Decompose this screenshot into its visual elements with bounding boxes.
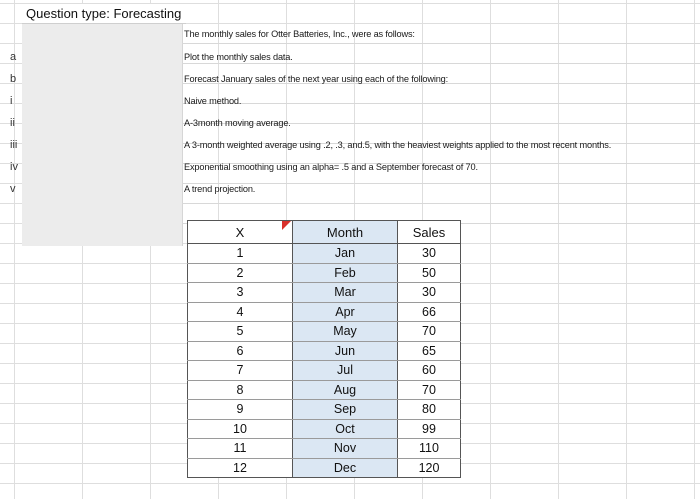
table-row [188,244,461,264]
part-i-text: Naive method. [184,96,242,106]
label-v: v [10,183,16,195]
table-row [188,458,461,478]
cell-sales[interactable]: 120 [398,458,461,478]
table-row [188,361,461,381]
intro-text: The monthly sales for Otter Batteries, Inc., were as follows: [184,29,415,39]
cell-month[interactable]: Jul [293,361,398,381]
cell-x[interactable]: 3 [188,283,293,303]
label-a: a [10,51,17,63]
cell-sales[interactable]: 60 [398,361,461,381]
cell-sales[interactable]: 70 [398,380,461,400]
part-b-text: Forecast January sales of the next year using each of the following: [184,74,449,84]
cell-sales[interactable]: 65 [398,341,461,361]
table-row [188,400,461,420]
cell-x[interactable]: 7 [188,361,293,381]
part-v-text: A trend projection. [184,184,256,194]
cell-x[interactable]: 10 [188,419,293,439]
cell-x[interactable]: 5 [188,322,293,342]
table-row [188,263,461,283]
table-row [188,341,461,361]
table-header-row [188,221,461,244]
sales-table [187,220,461,478]
row-band [182,184,700,204]
cell-sales[interactable]: 30 [398,283,461,303]
row-band [182,84,700,104]
comment-indicator-icon[interactable] [282,221,291,230]
label-ii: ii [10,117,15,129]
cell-month[interactable]: Apr [293,302,398,322]
label-i: i [10,95,13,107]
cell-month[interactable]: May [293,322,398,342]
question-title: Question type: Forecasting [22,4,186,24]
table-row [188,439,461,459]
cell-month[interactable]: Oct [293,419,398,439]
cell-month[interactable]: Mar [293,283,398,303]
cell-sales[interactable]: 70 [398,322,461,342]
cell-month[interactable]: Dec [293,458,398,478]
cell-x[interactable]: 12 [188,458,293,478]
part-iv-text: Exponential smoothing using an alpha= .5 and a September forecast of 70. [184,162,478,172]
part-ii-text: A-3month moving average. [184,118,291,128]
header-x[interactable]: X [188,221,293,244]
cell-x[interactable]: 1 [188,244,293,264]
cell-month[interactable]: Aug [293,380,398,400]
table-row [188,302,461,322]
table-row [188,283,461,303]
label-iii: iii [10,139,18,151]
cell-sales[interactable]: 30 [398,244,461,264]
cell-month[interactable]: Jan [293,244,398,264]
table-row [188,419,461,439]
cell-sales[interactable]: 99 [398,419,461,439]
cell-sales[interactable]: 80 [398,400,461,420]
cell-x[interactable]: 6 [188,341,293,361]
cell-sales[interactable]: 110 [398,439,461,459]
table-row [188,380,461,400]
part-a-text: Plot the monthly sales data. [184,52,293,62]
label-column [22,24,183,246]
label-b: b [10,73,17,85]
cell-month[interactable]: Sep [293,400,398,420]
header-month[interactable]: Month [293,221,398,244]
part-iii-text: A 3-month weighted average using .2, .3, and.5, with the heaviest weights applied to the most recent months. [184,140,612,150]
cell-sales[interactable]: 50 [398,263,461,283]
table-row [188,322,461,342]
cell-x[interactable]: 11 [188,439,293,459]
cell-x[interactable]: 8 [188,380,293,400]
cell-x[interactable]: 2 [188,263,293,283]
cell-month[interactable]: Nov [293,439,398,459]
cell-month[interactable]: Feb [293,263,398,283]
cell-sales[interactable]: 66 [398,302,461,322]
header-sales[interactable]: Sales [398,221,461,244]
cell-month[interactable]: Jun [293,341,398,361]
cell-x[interactable]: 4 [188,302,293,322]
cell-x[interactable]: 9 [188,400,293,420]
label-iv: iv [10,161,18,173]
